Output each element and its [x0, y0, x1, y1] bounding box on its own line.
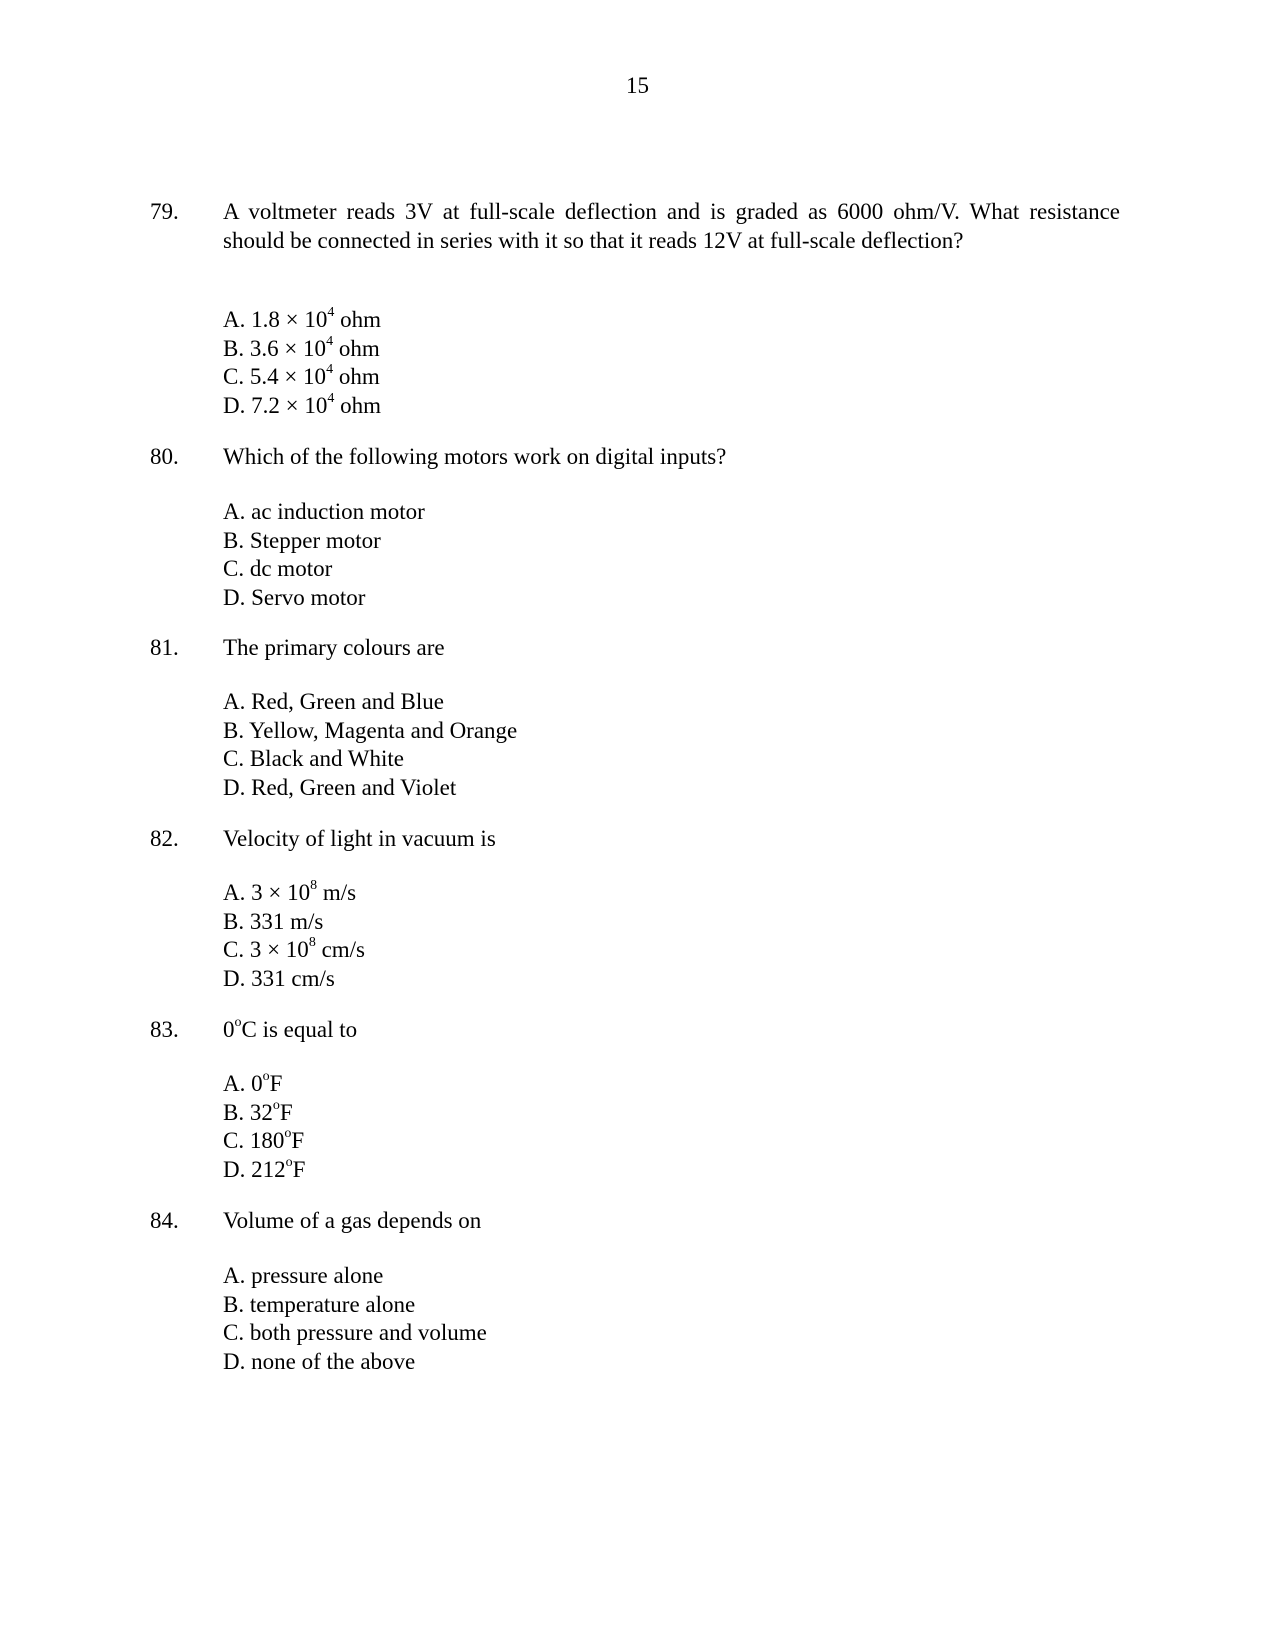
question-number: 79.: [150, 199, 179, 224]
question-text: A voltmeter reads 3V at full-scale deflection and is graded as 6000 ohm/V. What resistance should be connected in series with it so that it reads 12V at full-scale deflection?: [223, 199, 1120, 253]
question-text: Which of the following motors work on digital inputs?: [223, 444, 727, 469]
option-b: B. temperature alone: [223, 1291, 416, 1317]
option-b: B. 331 m/s: [223, 908, 324, 934]
option-b: B. Stepper motor: [223, 527, 381, 553]
option-d: D. Red, Green and Violet: [223, 774, 457, 800]
option-c: C. both pressure and volume: [223, 1320, 487, 1345]
question-number: 83.: [150, 1017, 179, 1042]
answer-options: [223, 688, 517, 802]
option-a: A. ac induction motor: [223, 499, 425, 524]
question-text: Velocity of light in vacuum is: [223, 826, 496, 851]
question-number: 81.: [150, 635, 179, 660]
answer-options: [223, 1070, 305, 1184]
option-a: A. $3 \times 10^8$ m/s: [223, 878, 357, 905]
option-d: D. Servo motor: [223, 584, 366, 610]
option-c: C. dc motor: [223, 556, 333, 581]
question-number: 80.: [150, 444, 179, 469]
answer-options: [223, 1262, 487, 1376]
option-b: B. Yellow, Magenta and Orange: [223, 717, 518, 743]
option-a: A. Red, Green and Blue: [223, 689, 444, 714]
option-a: A. 0$^o$F: [223, 1069, 283, 1096]
option-d: D. $7.2 \times 10^4$ ohm: [223, 390, 381, 418]
option-a: A. pressure alone: [223, 1263, 384, 1288]
answer-options: [223, 498, 425, 612]
question-text: The primary colours are: [223, 635, 445, 660]
option-c: C. 180$^o$F: [223, 1126, 305, 1153]
question-text: Volume of a gas depends on: [223, 1208, 482, 1233]
option-d: D. 331 cm/s: [223, 965, 335, 991]
page-number: 15: [626, 73, 649, 98]
option-a: A. $1.8 \times 10^4$ ohm: [223, 305, 381, 332]
option-b: B. 32$^o$F: [223, 1097, 293, 1125]
option-c: C. $5.4 \times 10^4$ ohm: [223, 362, 380, 389]
answer-options: [223, 879, 365, 993]
question-number: 84.: [150, 1208, 179, 1233]
option-c: C. $3 \times 10^8$ cm/s: [223, 935, 366, 962]
answer-options: [223, 306, 381, 420]
option-b: B. $3.6 \times 10^4$ ohm: [223, 333, 380, 361]
question-text: 0$^o$C is equal to: [223, 1015, 358, 1042]
option-d: D. none of the above: [223, 1348, 416, 1374]
option-c: C. Black and White: [223, 746, 404, 771]
question-number: 82.: [150, 826, 179, 851]
option-d: D. 212$^o$F: [223, 1154, 306, 1182]
